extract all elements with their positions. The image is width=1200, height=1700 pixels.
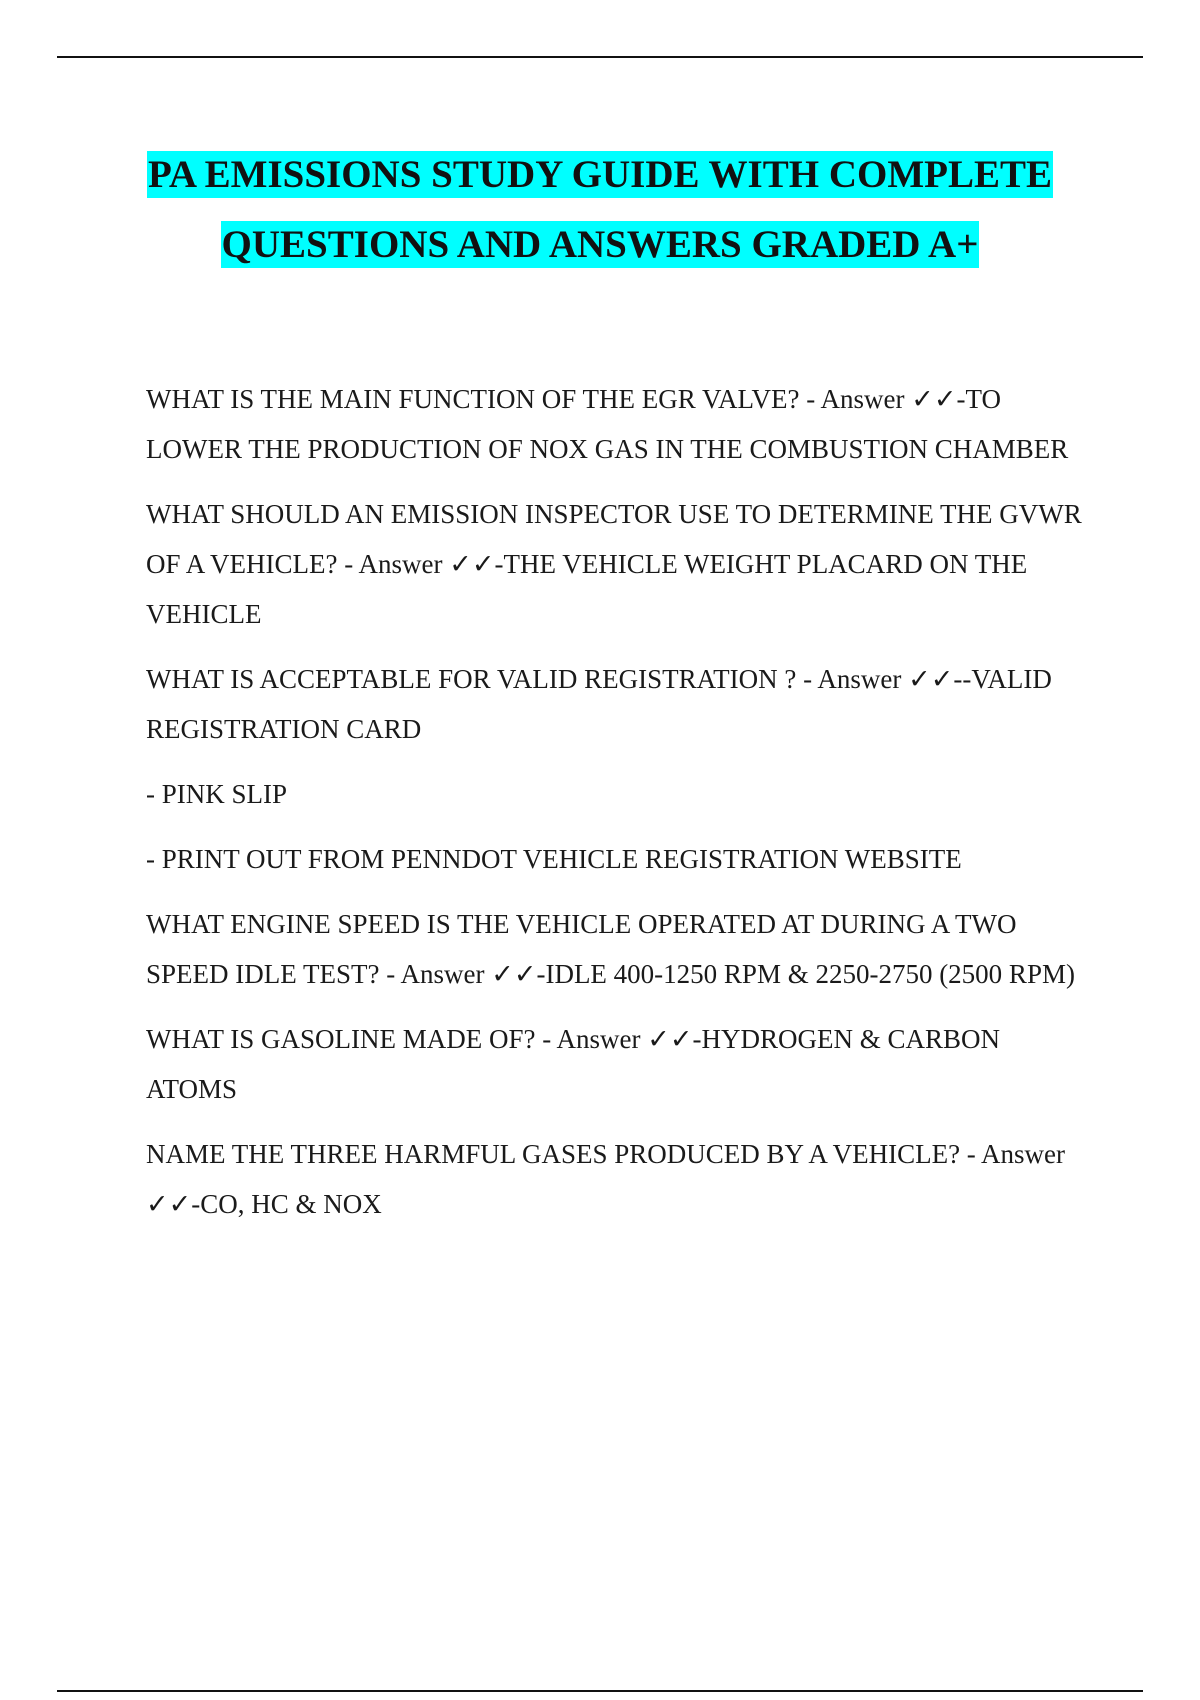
qa-paragraph-harmful-gases: NAME THE THREE HARMFUL GASES PRODUCED BY A VEHICLE? - Answer ✓✓-CO, HC & NOX (146, 1139, 1066, 1219)
top-divider (57, 56, 1143, 58)
qa-paragraph-engine-speed: WHAT ENGINE SPEED IS THE VEHICLE OPERATED AT DURING A TWO SPEED IDLE TEST? - Answer ✓✓-IDLE 400-1250 RPM & 2250-2750 (2500 RPM) (146, 909, 1075, 989)
bottom-divider (57, 1690, 1143, 1692)
title-line-1: PA EMISSIONS STUDY GUIDE WITH COMPLETE (147, 153, 1053, 196)
document-body (146, 374, 1096, 1244)
qa-paragraph-gvwr: WHAT SHOULD AN EMISSION INSPECTOR USE TO DETERMINE THE GVWR OF A VEHICLE? - Answer ✓✓-THE VEHICLE WEIGHT PLACARD ON THE VEHICLE (146, 499, 1082, 629)
title-line-2: QUESTIONS AND ANSWERS GRADED A+ (221, 223, 979, 266)
document-title (60, 140, 1140, 280)
list-item-pink-slip: - PINK SLIP (146, 779, 288, 809)
qa-paragraph-gasoline: WHAT IS GASOLINE MADE OF? - Answer ✓✓-HYDROGEN & CARBON ATOMS (146, 1024, 1000, 1104)
list-item-penndot-printout: - PRINT OUT FROM PENNDOT VEHICLE REGISTRATION WEBSITE (146, 844, 962, 874)
qa-paragraph-valid-registration: WHAT IS ACCEPTABLE FOR VALID REGISTRATION ? - Answer ✓✓--VALID REGISTRATION CARD (146, 664, 1052, 744)
qa-paragraph-egr-valve: WHAT IS THE MAIN FUNCTION OF THE EGR VALVE? - Answer ✓✓-TO LOWER THE PRODUCTION OF NOX GAS IN THE COMBUSTION CHAMBER (146, 384, 1069, 464)
